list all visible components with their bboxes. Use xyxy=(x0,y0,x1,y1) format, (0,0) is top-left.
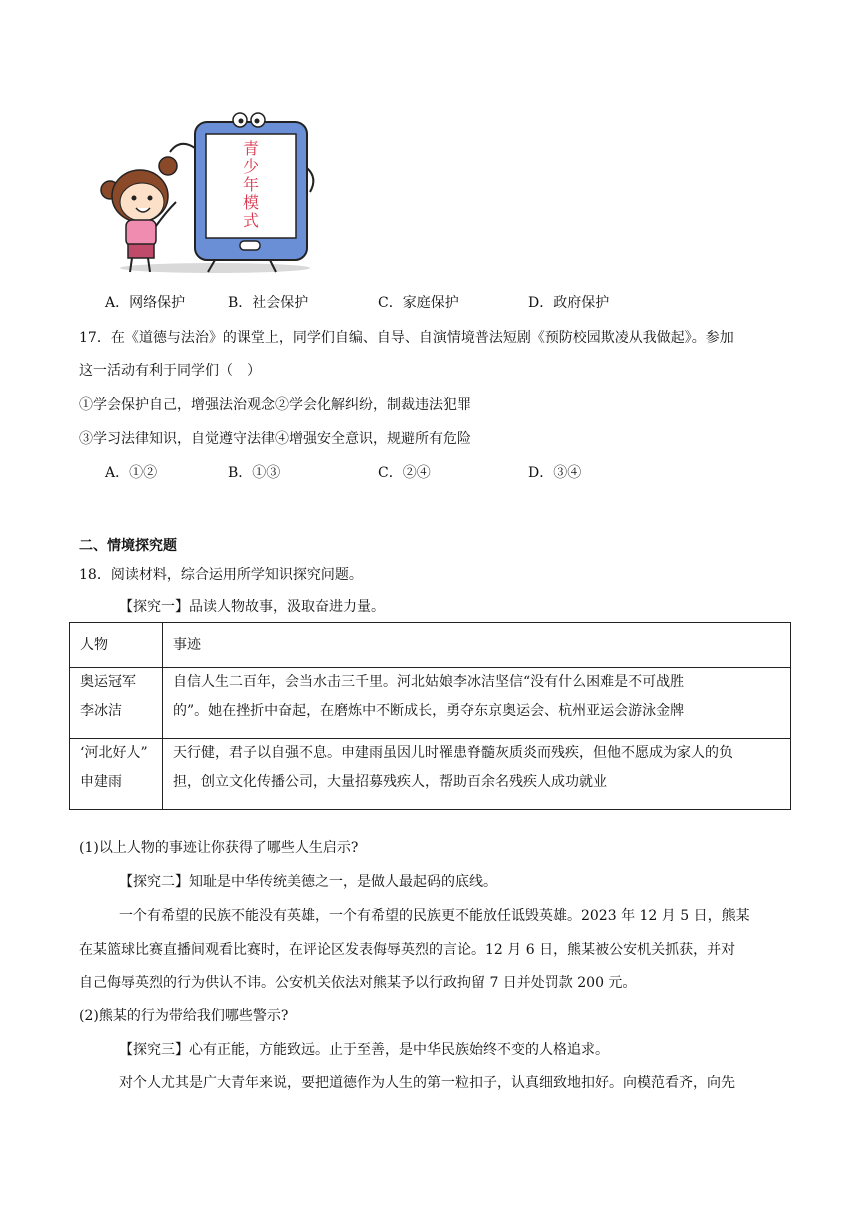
section-title: 二、情境探究题 xyxy=(79,538,177,554)
q16-option-c[interactable]: C．家庭保护 xyxy=(378,295,459,311)
paragraph-line: 一个有希望的民族不能没有英雄，一个有希望的民族更不能放任诋毁英雄。2023 年 12 月 5 日，熊某 xyxy=(119,908,750,924)
paragraph-line: 自己侮辱英烈的行为供认不讳。公安机关依法对熊某予以行政拘留 7 日并处罚款 200 元。 xyxy=(79,975,637,991)
paragraph-line: 在某篮球比赛直播间观看比赛时，在评论区发表侮辱英烈的言论。12 月 6 日，熊某被公安机关抓获，并对 xyxy=(79,942,736,958)
explore-one-heading: 【探究一】品读人物故事，汲取奋进力量。 xyxy=(119,599,385,615)
q17-option-a[interactable]: A．①② xyxy=(105,465,158,481)
q18-subquestion-1: (1)以上人物的事迹让你获得了哪些人生启示? xyxy=(79,840,359,856)
q17-statement-2: ③学习法律知识，自觉遵守法律④增强安全意识，规避所有危险 xyxy=(79,431,471,447)
explore-two-heading: 【探究二】知耻是中华传统美德之一，是做人最起码的底线。 xyxy=(119,874,497,890)
phone-illustration xyxy=(170,113,313,272)
table-header-row xyxy=(70,623,791,668)
youth-mode-illustration xyxy=(100,108,325,276)
q16-option-a[interactable]: A．网络保护 xyxy=(105,295,186,311)
deeds-line: 担，创立文化传播公司，大量招募残疾人，帮助百余名残疾人成功就业 xyxy=(173,774,607,790)
q17-option-b[interactable]: B．①③ xyxy=(228,465,281,481)
table-row xyxy=(70,668,791,739)
deeds-line: 的”。她在挫折中奋起，在磨炼中不断成长，勇夺东京奥运会、杭州亚运会游泳金牌 xyxy=(173,703,685,719)
q17-statement-1: ①学会保护自己，增强法治观念②学会化解纠纷，制裁违法犯罪 xyxy=(79,397,471,413)
q17-option-d[interactable]: D．③④ xyxy=(528,465,582,481)
q16-option-d[interactable]: D．政府保护 xyxy=(528,295,610,311)
q17-option-c[interactable]: C．②④ xyxy=(378,465,431,481)
table-header-deeds: 事迹 xyxy=(163,623,791,668)
q17-stem-line2: 这一活动有利于同学们（ ） xyxy=(79,363,261,379)
paragraph-line: 对个人尤其是广大青年来说，要把道德作为人生的第一粒扣子，认真细致地扣好。向模范看齐，向先 xyxy=(119,1075,735,1091)
person-name: 李冰洁 xyxy=(80,703,122,719)
person-title: 奥运冠军 xyxy=(80,674,136,690)
girl-illustration xyxy=(101,157,177,272)
table-header-person: 人物 xyxy=(70,623,163,668)
deeds-line: 天行健，君子以自强不息。申建雨虽因儿时罹患脊髓灰质炎而残疾，但他不愿成为家人的负 xyxy=(173,745,733,761)
deeds-line: 自信人生二百年，会当水击三千里。河北姑娘李冰洁坚信“没有什么困难是不可战胜 xyxy=(173,674,685,690)
phone-screen-text: 青少年模式 xyxy=(242,139,260,230)
q18-intro: 18．阅读材料，综合运用所学知识探究问题。 xyxy=(79,567,363,583)
explore-three-heading: 【探究三】心有正能，方能致远。止于至善，是中华民族始终不变的人格追求。 xyxy=(119,1042,609,1058)
table-row xyxy=(70,739,791,810)
person-name: 申建雨 xyxy=(80,774,122,790)
person-title: ‘河北好人” xyxy=(80,745,148,761)
q16-option-b[interactable]: B．社会保护 xyxy=(228,295,309,311)
people-table xyxy=(69,622,791,810)
q18-subquestion-2: (2)熊某的行为带给我们哪些警示? xyxy=(79,1008,289,1024)
q17-stem-line1: 17．在《道德与法治》的课堂上，同学们自编、自导、自演情境普法短剧《预防校园欺凌从我做起》。参加 xyxy=(79,330,734,346)
